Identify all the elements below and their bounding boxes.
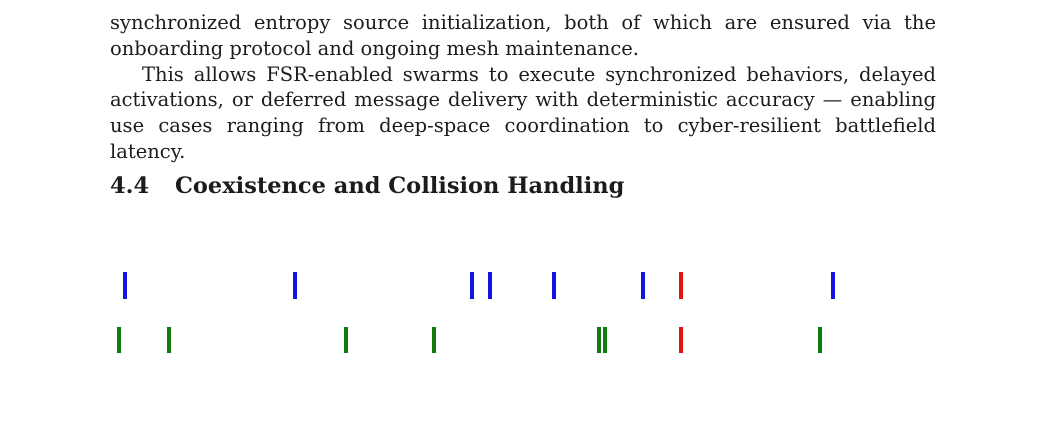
bottom-row-green-tick (603, 327, 607, 353)
bottom-row-green-tick (117, 327, 121, 353)
top-row-blue-tick (488, 272, 492, 299)
top-row-blue-tick (831, 272, 835, 299)
top-row-blue-tick (123, 272, 127, 299)
bottom-row-green-tick (597, 327, 601, 353)
paragraph-fsr-swarms: This allows FSR-enabled swarms to execute synchronized behaviors, delayed activations, or deferred message delivery with deterministic accuracy — enabling use cases ranging from deep-space coordination to cyber-resilient battlefield latency. (110, 62, 936, 163)
bottom-row-red-tick (679, 327, 683, 353)
section-number: 4.4 (110, 173, 150, 199)
top-row-blue-tick (470, 272, 474, 299)
top-row-blue-tick (293, 272, 297, 299)
bottom-row-green-tick (344, 327, 348, 353)
section-title: Coexistence and Collision Handling (175, 173, 625, 199)
bottom-row-green-tick (167, 327, 171, 353)
bottom-row-green-tick (818, 327, 822, 353)
top-row-red-tick (679, 272, 683, 299)
bottom-row-green-tick (432, 327, 436, 353)
top-row-blue-tick (552, 272, 556, 299)
paragraph-continuation: synchronized entropy source initialization, both of which are ensured via the onboarding protocol and ongoing mesh maintenance. (110, 11, 936, 60)
top-row-blue-tick (641, 272, 645, 299)
